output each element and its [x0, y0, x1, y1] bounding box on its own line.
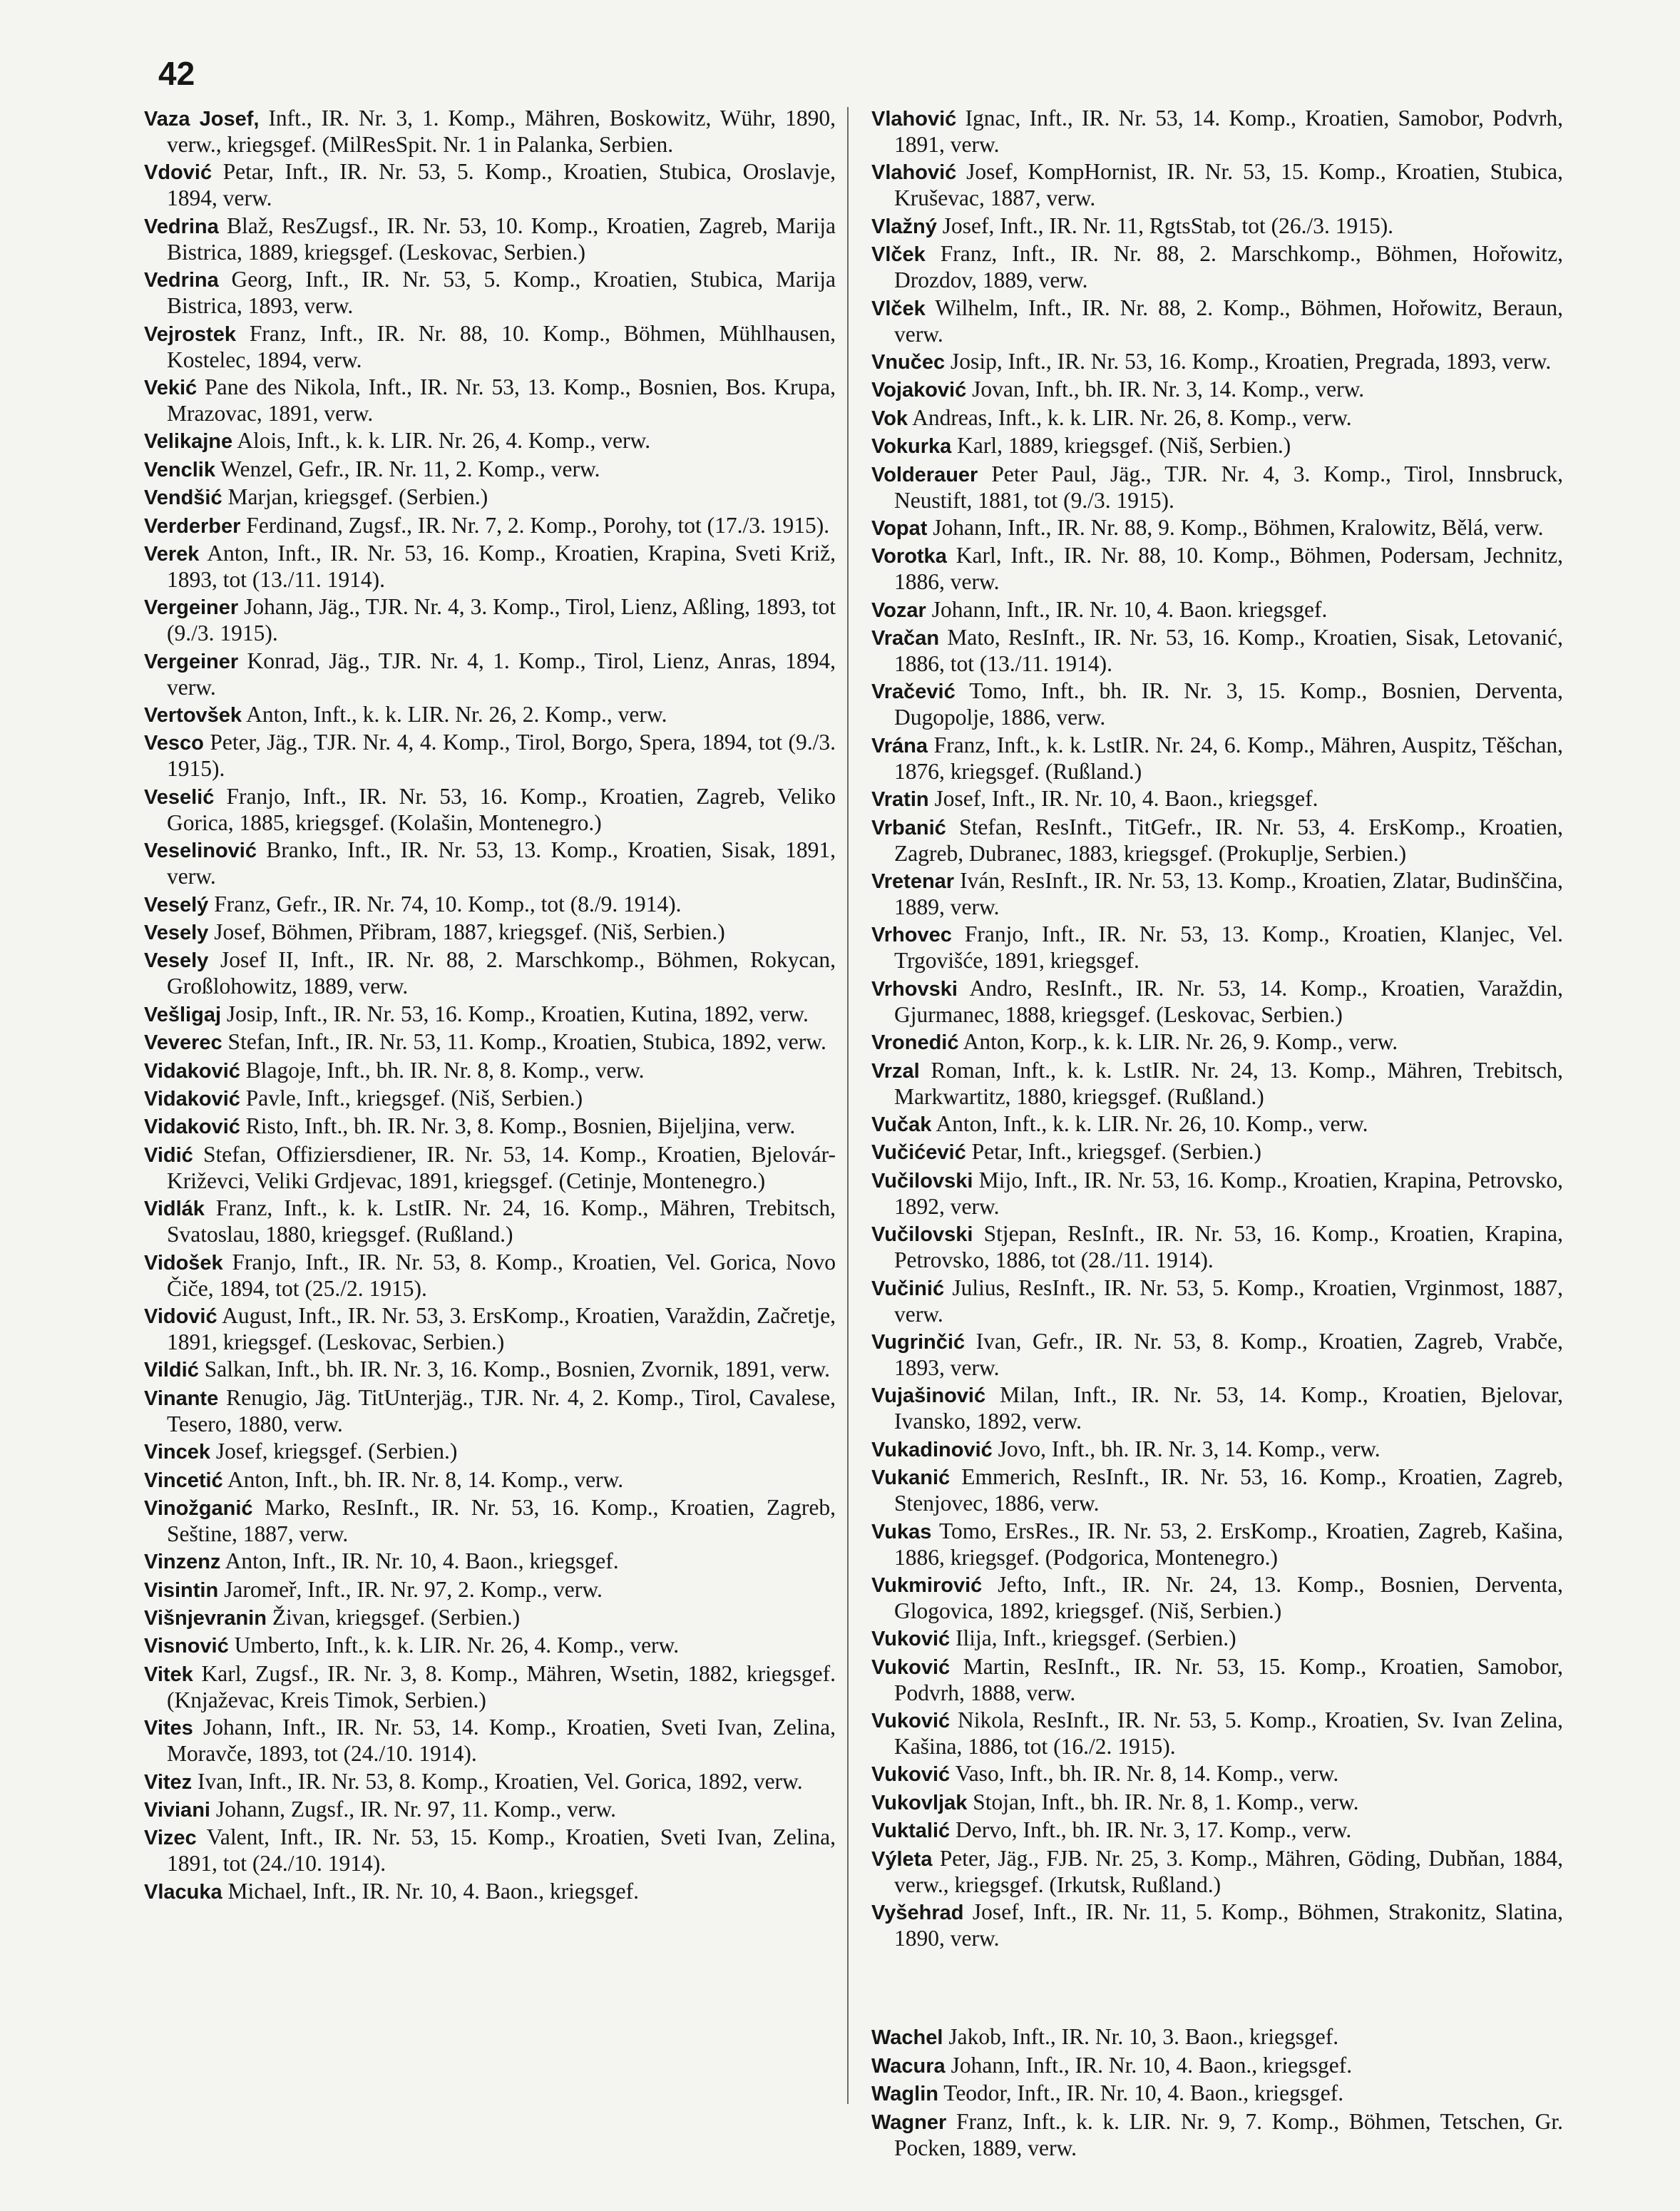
- entry-surname: Vinožganić: [144, 1496, 253, 1520]
- entry-surname: Vesely: [144, 949, 209, 973]
- list-entry: [871, 732, 1563, 785]
- entry-surname: Vračević: [871, 680, 956, 704]
- list-entry: [144, 1439, 836, 1465]
- entry-details: Ferdinand, Zugsf., IR. Nr. 7, 2. Komp., Porohy, tot (17./3. 1915).: [240, 512, 830, 538]
- entry-surname: Volderauer: [871, 463, 978, 486]
- list-entry: [871, 1139, 1563, 1165]
- list-entry: [144, 1467, 836, 1493]
- entry-details: Salkan, Inft., bh. IR. Nr. 3, 16. Komp., Bosnien, Zvornik, 1891, verw.: [198, 1357, 830, 1382]
- list-entry: [144, 1058, 836, 1084]
- entry-details: Mato, ResInft., IR. Nr. 53, 16. Komp., Kroatien, Sisak, Letovanić, 1886, tot (13./11. 1914).: [894, 625, 1563, 677]
- entry-surname: Výleta: [871, 1847, 933, 1871]
- entry-details: Franz, Inft., k. k. LstIR. Nr. 24, 16. Komp., Mähren, Trebitsch, Svatoslau, 1880, kriegsgef. (Rußland.): [167, 1195, 836, 1247]
- entry-surname: Vukmirović: [871, 1573, 983, 1597]
- list-entry: [144, 1879, 836, 1905]
- entry-surname: Vlček: [871, 297, 926, 320]
- list-entry: [144, 1195, 836, 1247]
- list-entry: [144, 1385, 836, 1437]
- entry-details: Franz, Inft., IR. Nr. 88, 2. Marschkomp., Böhmen, Hořowitz, Drozdov, 1889, verw.: [894, 241, 1563, 293]
- page-number: 42: [158, 55, 195, 92]
- entry-details: Ivan, Gefr., IR. Nr. 53, 8. Komp., Kroatien, Zagreb, Vrabče, 1893, verw.: [894, 1328, 1563, 1380]
- list-entry: [871, 241, 1563, 293]
- list-entry: [871, 543, 1563, 595]
- entry-details: Johann, Inft., IR. Nr. 10, 4. Baon. kriegsgef.: [926, 596, 1328, 622]
- entry-details: Valent, Inft., IR. Nr. 53, 15. Komp., Kroatien, Sveti Ivan, Zelina, 1891, tot (24./10. 1914).: [167, 1824, 836, 1876]
- entry-surname: Vites: [144, 1717, 193, 1740]
- entry-surname: Vuković: [871, 1628, 951, 1651]
- entry-surname: Vukadinović: [871, 1438, 993, 1461]
- entry-details: Josef, Inft., IR. Nr. 11, RgtsStab, tot (26./3. 1915).: [936, 213, 1394, 238]
- list-entry: [871, 1846, 1563, 1898]
- list-entry: [144, 837, 836, 889]
- entry-surname: Vinzenz: [144, 1551, 221, 1574]
- list-entry: [871, 1329, 1563, 1381]
- entry-details: Milan, Inft., IR. Nr. 53, 14. Komp., Kroatien, Bjelovar, Ivansko, 1892, verw.: [894, 1382, 1563, 1434]
- entry-surname: Vrhovski: [871, 977, 958, 1001]
- list-entry: [144, 106, 836, 158]
- entry-surname: Vidaković: [144, 1059, 240, 1083]
- entry-surname: Vidović: [144, 1304, 217, 1328]
- entry-surname: Vrzal: [871, 1059, 920, 1083]
- list-entry: [144, 1548, 836, 1575]
- list-entry: [144, 1633, 836, 1659]
- entry-surname: Vnučec: [871, 350, 946, 374]
- list-entry: [871, 1817, 1563, 1844]
- entry-details: Nikola, ResInft., IR. Nr. 53, 5. Komp., Kroatien, Sv. Ivan Zelina, Kašina, 1886, tot (16./2. 1915).: [894, 1707, 1563, 1760]
- list-entry: [871, 921, 1563, 974]
- entry-details: Wilhelm, Inft., IR. Nr. 88, 2. Komp., Böhmen, Hořowitz, Beraun, verw.: [894, 295, 1563, 347]
- entry-details: Franz, Inft., k. k. LIR. Nr. 9, 7. Komp., Böhmen, Tetschen, Gr. Pocken, 1889, verw.: [894, 2108, 1563, 2160]
- entry-surname: Vrbanić: [871, 816, 946, 839]
- list-entry: [871, 2109, 1563, 2161]
- list-entry: [144, 1605, 836, 1631]
- entry-surname: Vedrina: [144, 215, 219, 238]
- entry-details: Peter, Jäg., TJR. Nr. 4, 4. Komp., Tirol, Borgo, Spera, 1894, tot (9./3. 1915).: [167, 730, 836, 782]
- list-entry: [871, 1789, 1563, 1816]
- list-entry: [871, 868, 1563, 920]
- list-entry: [871, 1111, 1563, 1138]
- list-entry: [144, 159, 836, 211]
- entry-surname: Vlažný: [871, 215, 937, 238]
- list-entry: [871, 1761, 1563, 1787]
- entry-surname: Vidić: [144, 1143, 193, 1167]
- entry-details: Stefan, Inft., IR. Nr. 53, 11. Komp., Kroatien, Stubica, 1892, verw.: [222, 1029, 826, 1055]
- entry-details: Blagoje, Inft., bh. IR. Nr. 8, 8. Komp., verw.: [240, 1057, 645, 1083]
- entry-details: Andro, ResInft., IR. Nr. 53, 14. Komp., Kroatien, Varaždin, Gjurmanec, 1888, kriegsgef. (Leskovac, Serbien.): [894, 975, 1563, 1027]
- list-entry: [144, 1797, 836, 1823]
- entry-surname: Vitek: [144, 1663, 193, 1686]
- entry-surname: Vdović: [144, 161, 212, 185]
- entry-surname: Vojaković: [871, 379, 967, 402]
- entry-details: Johann, Inft., IR. Nr. 53, 14. Komp., Kroatien, Sveti Ivan, Zelina, Moravče, 1893, tot (24./10. 1914).: [167, 1715, 836, 1767]
- entry-surname: Viviani: [144, 1799, 210, 1822]
- entry-details: Branko, Inft., IR. Nr. 53, 13. Komp., Kroatien, Sisak, 1891, verw.: [167, 837, 836, 889]
- entry-surname: Vlahović: [871, 108, 957, 131]
- right-column: [871, 106, 1563, 2163]
- list-entry: [871, 1275, 1563, 1327]
- entry-details: Franjo, Inft., IR. Nr. 53, 8. Komp., Kroatien, Vel. Gorica, Novo Čiče, 1894, tot (25./2. 1915).: [167, 1249, 836, 1301]
- entry-details: Marjan, kriegsgef. (Serbien.): [222, 484, 488, 510]
- list-entry: [144, 784, 836, 836]
- list-entry: [871, 405, 1563, 432]
- entry-surname: Vergeiner: [144, 650, 239, 673]
- list-entry: [871, 295, 1563, 347]
- entry-details: Marko, ResInft., IR. Nr. 53, 16. Komp., Kroatien, Zagreb, Seštine, 1887, verw.: [167, 1494, 836, 1546]
- entry-details: Teodor, Inft., IR. Nr. 10, 4. Baon., kriegsgef.: [938, 2080, 1344, 2106]
- list-entry: [871, 1221, 1563, 1273]
- entry-surname: Vučilovski: [871, 1223, 973, 1247]
- entry-details: Josef, Böhmen, Přibram, 1887, kriegsgef. (Niš, Serbien.): [208, 919, 725, 945]
- list-entry: [871, 461, 1563, 514]
- list-entry: [144, 484, 836, 511]
- entry-surname: Vujašinović: [871, 1384, 986, 1408]
- entry-details: Anton, Inft., IR. Nr. 53, 16. Komp., Kroatien, Krapina, Sveti Križ, 1893, tot (13./11. 1914).: [167, 540, 836, 592]
- list-entry: [871, 159, 1563, 211]
- entry-surname: Veselinović: [144, 839, 257, 863]
- entry-details: Anton, Inft., IR. Nr. 10, 4. Baon., kriegsgef.: [220, 1548, 619, 1574]
- entry-surname: Vildić: [144, 1359, 199, 1382]
- list-entry: [144, 1769, 836, 1795]
- entry-details: August, Inft., IR. Nr. 53, 3. ErsKomp., Kroatien, Varaždin, Začretje, 1891, kriegsgef. (Leskovac, Serbien.): [167, 1302, 836, 1354]
- list-entry: [144, 648, 836, 700]
- entry-details: Konrad, Jäg., TJR. Nr. 4, 1. Komp., Tirol, Lienz, Anras, 1894, verw.: [167, 648, 836, 700]
- list-entry: [144, 428, 836, 454]
- entry-details: Peter Paul, Jäg., TJR. Nr. 4, 3. Komp., Tirol, Innsbruck, Neustift, 1881, tot (9./3. 1915).: [894, 461, 1563, 513]
- list-entry: [144, 1303, 836, 1355]
- entry-details: Blaž, ResZugsf., IR. Nr. 53, 10. Komp., Kroatien, Zagreb, Marija Bistrica, 1889, kriegsgef. (Leskovac, Serbien.): [167, 213, 836, 265]
- entry-surname: Vesco: [144, 732, 204, 755]
- entry-surname: Vidaković: [144, 1087, 240, 1110]
- list-entry: [871, 1382, 1563, 1434]
- list-entry: [144, 892, 836, 918]
- entry-details: Andreas, Inft., k. k. LIR. Nr. 26, 8. Komp., verw.: [908, 404, 1352, 430]
- entry-surname: Vaza Josef,: [144, 108, 260, 131]
- list-entry: [144, 541, 836, 593]
- list-entry: [144, 1577, 836, 1603]
- section-gap: [871, 1953, 1563, 2024]
- list-entry: [871, 433, 1563, 459]
- entry-details: Tomo, ErsRes., IR. Nr. 53, 2. ErsKomp., Kroatien, Zagreb, Kašina, 1886, kriegsgef. (Podgorica, Montenegro.): [894, 1518, 1563, 1570]
- entry-details: Josef II, Inft., IR. Nr. 88, 2. Marschkomp., Böhmen, Rokycan, Großlohowitz, 1889, verw.: [167, 947, 836, 999]
- entry-details: Julius, ResInft., IR. Nr. 53, 5. Komp., Kroatien, Vrginmost, 1887, verw.: [894, 1275, 1563, 1327]
- entry-surname: Verek: [144, 542, 200, 566]
- list-entry: [144, 1661, 836, 1713]
- entry-details: Stjepan, ResInft., IR. Nr. 53, 16. Komp., Kroatien, Krapina, Petrovsko, 1886, tot (28./11. 1914).: [894, 1221, 1563, 1273]
- entry-surname: Vlacuka: [144, 1880, 222, 1904]
- list-entry: [871, 625, 1563, 677]
- entry-surname: Vidaković: [144, 1115, 240, 1139]
- list-entry: [144, 594, 836, 646]
- entry-details: Pavle, Inft., kriegsgef. (Niš, Serbien.): [240, 1085, 583, 1110]
- entry-details: Dervo, Inft., bh. IR. Nr. 3, 17. Komp., verw.: [950, 1817, 1352, 1843]
- list-entry: [144, 321, 836, 373]
- entry-surname: Veselý: [144, 893, 209, 916]
- entry-details: Johann, Inft., IR. Nr. 10, 4. Baon., kriegsgef.: [945, 2052, 1353, 2078]
- entry-details: Karl, Inft., IR. Nr. 88, 10. Komp., Böhmen, Podersam, Jechnitz, 1886, verw.: [894, 543, 1563, 595]
- entry-details: Anton, Inft., k. k. LIR. Nr. 26, 2. Komp., verw.: [242, 702, 667, 727]
- entry-details: Renugio, Jäg. TitUnterjäg., TJR. Nr. 4, 2. Komp., Tirol, Cavalese, Tesero, 1880, verw.: [167, 1384, 836, 1436]
- entry-details: Risto, Inft., bh. IR. Nr. 3, 8. Komp., Bosnien, Bijeljina, verw.: [240, 1113, 796, 1139]
- entry-details: Martin, ResInft., IR. Nr. 53, 15. Komp., Kroatien, Samobor, Podvrh, 1888, verw.: [894, 1653, 1563, 1705]
- entry-surname: Vrána: [871, 734, 928, 757]
- entry-details: Mijo, Inft., IR. Nr. 53, 16. Komp., Kroatien, Krapina, Petrovsko, 1892, verw.: [894, 1167, 1563, 1219]
- list-entry: [144, 702, 836, 728]
- list-entry: [144, 1029, 836, 1056]
- entry-details: Karl, 1889, kriegsgef. (Niš, Serbien.): [951, 433, 1291, 459]
- list-entry: [144, 267, 836, 319]
- list-entry: [144, 456, 836, 483]
- entry-surname: Vekić: [144, 376, 198, 399]
- entry-surname: Vesely: [144, 921, 209, 945]
- entry-details: Inft., IR. Nr. 3, 1. Komp., Mähren, Boskowitz, Wühr, 1890, verw., kriegsgef. (MilResSpit. Nr. 1 in Palanka, Serbien.: [167, 106, 836, 157]
- entry-surname: Visnović: [144, 1635, 229, 1658]
- entry-surname: Vincek: [144, 1441, 210, 1464]
- entry-details: Vaso, Inft., bh. IR. Nr. 8, 14. Komp., verw.: [950, 1761, 1339, 1787]
- entry-details: Anton, Inft., bh. IR. Nr. 8, 14. Komp., verw.: [222, 1466, 624, 1492]
- list-entry: [871, 1625, 1563, 1652]
- entry-surname: Vuković: [871, 1763, 951, 1787]
- entry-details: Stefan, Offiziersdiener, IR. Nr. 53, 14. Komp., Kroatien, Bjelovár-Križevci, Veliki Grdjevac, 1891, kriegsgef. (Cetinje, Montenegro.): [167, 1141, 836, 1193]
- entry-details: Umberto, Inft., k. k. LIR. Nr. 26, 4. Komp., verw.: [228, 1633, 680, 1658]
- list-entry: [144, 919, 836, 946]
- entry-surname: Vopat: [871, 516, 928, 540]
- entry-surname: Vretenar: [871, 870, 955, 894]
- entry-surname: Vračan: [871, 627, 940, 650]
- entry-details: Wenzel, Gefr., IR. Nr. 11, 2. Komp., verw.: [215, 456, 600, 481]
- entry-surname: Vukovljak: [871, 1791, 968, 1814]
- entry-surname: Vuković: [871, 1710, 951, 1733]
- entry-surname: Vučilovski: [871, 1169, 973, 1193]
- entry-surname: Vučinić: [871, 1277, 945, 1300]
- list-entry: [144, 947, 836, 999]
- entry-details: Josef, Inft., IR. Nr. 11, 5. Komp., Böhmen, Strakonitz, Slatina, 1890, verw.: [894, 1899, 1563, 1951]
- entry-surname: Wagner: [871, 2110, 947, 2134]
- entry-details: Emmerich, ResInft., IR. Nr. 53, 16. Komp., Kroatien, Zagreb, Stenjovec, 1886, verw.: [894, 1464, 1563, 1516]
- entry-details: Michael, Inft., IR. Nr. 10, 4. Baon., kriegsgef.: [222, 1878, 640, 1904]
- left-column: [144, 106, 836, 1906]
- entry-surname: Vedrina: [144, 269, 219, 292]
- list-entry: [871, 786, 1563, 812]
- entry-surname: Vok: [871, 407, 908, 430]
- entry-details: Petar, Inft., IR. Nr. 53, 5. Komp., Kroatien, Stubica, Oroslavje, 1894, verw.: [167, 159, 836, 211]
- entry-surname: Vuković: [871, 1655, 951, 1679]
- list-entry: [144, 1113, 836, 1140]
- entry-surname: Vidlák: [144, 1198, 205, 1221]
- entry-details: Petar, Inft., kriegsgef. (Serbien.): [966, 1139, 1261, 1165]
- entry-surname: Veselić: [144, 785, 215, 809]
- entry-surname: Vincetić: [144, 1469, 223, 1492]
- list-entry: [144, 1086, 836, 1112]
- entry-details: Jovan, Inft., bh. IR. Nr. 3, 14. Komp., verw.: [966, 377, 1365, 402]
- entry-details: Ivan, Inft., IR. Nr. 53, 8. Komp., Kroatien, Vel. Gorica, 1892, verw.: [192, 1768, 803, 1794]
- entry-surname: Venclik: [144, 458, 215, 481]
- list-entry: [871, 678, 1563, 730]
- entry-details: Josip, Inft., IR. Nr. 53, 16. Komp., Kroatien, Kutina, 1892, verw.: [221, 1001, 809, 1026]
- entry-details: Anton, Korp., k. k. LIR. Nr. 26, 9. Komp., verw.: [958, 1029, 1398, 1055]
- list-entry: [871, 377, 1563, 403]
- column-divider: [847, 107, 849, 2104]
- list-entry: [144, 374, 836, 427]
- list-entry: [144, 1824, 836, 1876]
- entry-details: Alois, Inft., k. k. LIR. Nr. 26, 4. Komp., verw.: [232, 428, 651, 454]
- list-entry: [871, 1899, 1563, 1951]
- list-entry: [871, 1464, 1563, 1516]
- entry-surname: Vorotka: [871, 545, 947, 568]
- entry-details: Stefan, ResInft., TitGefr., IR. Nr. 53, 4. ErsKomp., Kroatien, Zagreb, Dubranec, 1883, kriegsgef. (Prokuplje, Serbien.): [894, 814, 1563, 866]
- list-entry: [871, 2024, 1563, 2051]
- entry-details: Franjo, Inft., IR. Nr. 53, 16. Komp., Kroatien, Zagreb, Veliko Gorica, 1885, kriegsgef. (Kolašin, Montenegro.): [167, 783, 836, 835]
- entry-surname: Vozar: [871, 598, 926, 622]
- list-entry: [871, 1518, 1563, 1571]
- list-entry: [871, 815, 1563, 867]
- entry-details: Anton, Inft., k. k. LIR. Nr. 26, 10. Komp., verw.: [931, 1110, 1368, 1136]
- entry-surname: Waglin: [871, 2083, 938, 2106]
- list-entry: [871, 1707, 1563, 1760]
- entry-details: Johann, Inft., IR. Nr. 88, 9. Komp., Böhmen, Kralowitz, Bělá, verw.: [927, 514, 1544, 540]
- entry-details: Jakob, Inft., IR. Nr. 10, 3. Baon., kriegsgef.: [943, 2024, 1339, 2050]
- entry-details: Josef, kriegsgef. (Serbien.): [210, 1439, 458, 1464]
- entry-surname: Vizec: [144, 1827, 197, 1850]
- entry-surname: Wachel: [871, 2026, 943, 2050]
- entry-surname: Vyšehrad: [871, 1901, 964, 1925]
- entry-surname: Verderber: [144, 514, 241, 538]
- entry-details: Pane des Nikola, Inft., IR. Nr. 53, 13. Komp., Bosnien, Bos. Krupa, Mrazovac, 1891, verw.: [167, 374, 836, 426]
- entry-details: Ilija, Inft., kriegsgef. (Serbien.): [950, 1625, 1236, 1651]
- entry-surname: Vokurka: [871, 435, 952, 459]
- entry-surname: Vešligaj: [144, 1003, 222, 1026]
- entry-surname: Vidošek: [144, 1251, 223, 1275]
- entry-surname: Vergeiner: [144, 596, 239, 620]
- entry-surname: Vugrinčić: [871, 1330, 966, 1354]
- entry-surname: Višnjevranin: [144, 1607, 267, 1630]
- entry-details: Stojan, Inft., bh. IR. Nr. 8, 1. Komp., verw.: [967, 1789, 1359, 1814]
- list-entry: [144, 1142, 836, 1194]
- entry-surname: Vukanić: [871, 1466, 951, 1490]
- entry-details: Franz, Gefr., IR. Nr. 74, 10. Komp., tot (8./9. 1914).: [208, 891, 682, 916]
- entry-details: Iván, ResInft., IR. Nr. 53, 13. Komp., Kroatien, Zlatar, Budinščina, 1889, verw.: [894, 868, 1563, 920]
- entry-details: Živan, kriegsgef. (Serbien.): [266, 1605, 521, 1630]
- entry-surname: Velikajne: [144, 430, 233, 454]
- list-entry: [871, 1029, 1563, 1056]
- entry-details: Franz, Inft., k. k. LstIR. Nr. 24, 6. Komp., Mähren, Auspitz, Těšchan, 1876, kriegsgef. (Rußland.): [894, 732, 1563, 784]
- list-entry: [871, 106, 1563, 158]
- entry-surname: Vlček: [871, 243, 926, 267]
- entry-surname: Visintin: [144, 1578, 219, 1602]
- entry-surname: Vučak: [871, 1113, 932, 1136]
- entry-details: Georg, Inft., IR. Nr. 53, 5. Komp., Kroatien, Stubica, Marija Bistrica, 1893, verw.: [167, 267, 836, 319]
- entry-details: Jefto, Inft., IR. Nr. 24, 13. Komp., Bosnien, Derventa, Glogovica, 1892, kriegsgef. (Niš, Serbien.): [894, 1571, 1563, 1623]
- entry-details: Franjo, Inft., IR. Nr. 53, 13. Komp., Kroatien, Klanjec, Vel. Trgovišće, 1891, kriegsgef.: [894, 921, 1563, 974]
- list-entry: [871, 1654, 1563, 1706]
- entry-surname: Vitez: [144, 1770, 193, 1794]
- list-entry: [871, 1572, 1563, 1624]
- list-entry: [871, 349, 1563, 375]
- list-entry: [871, 1168, 1563, 1220]
- list-entry: [871, 976, 1563, 1028]
- list-entry: [144, 513, 836, 539]
- list-entry: [144, 1495, 836, 1547]
- entry-surname: Veverec: [144, 1031, 222, 1055]
- list-entry: [144, 1250, 836, 1302]
- entry-surname: Vlahović: [871, 161, 957, 185]
- entry-surname: Vinante: [144, 1387, 219, 1410]
- entry-surname: Vučićević: [871, 1141, 966, 1165]
- entry-surname: Vertovšek: [144, 704, 242, 727]
- entry-details: Karl, Zugsf., IR. Nr. 3, 8. Komp., Mähren, Wsetin, 1882, kriegsgef. (Knjaževac, Kreis Timok, Serbien.): [167, 1660, 836, 1712]
- entry-surname: Vrhovec: [871, 924, 952, 947]
- list-entry: [144, 1715, 836, 1767]
- entry-details: Peter, Jäg., FJB. Nr. 25, 3. Komp., Mähren, Göding, Dubňan, 1884, verw., kriegsgef. (Irkutsk, Rußland.): [894, 1845, 1563, 1897]
- list-entry: [871, 515, 1563, 541]
- list-entry: [871, 213, 1563, 240]
- list-entry: [871, 2053, 1563, 2079]
- list-entry: [144, 213, 836, 265]
- entry-surname: Vendšić: [144, 486, 222, 510]
- entry-details: Johann, Zugsf., IR. Nr. 97, 11. Komp., verw.: [210, 1797, 616, 1822]
- list-entry: [144, 1357, 836, 1383]
- entry-details: Josef, Inft., IR. Nr. 10, 4. Baon., kriegsgef.: [928, 786, 1318, 812]
- entry-surname: Vronedić: [871, 1031, 959, 1055]
- entry-surname: Vuktalić: [871, 1819, 951, 1843]
- entry-details: Roman, Inft., k. k. LstIR. Nr. 24, 13. Komp., Mähren, Trebitsch, Markwartitz, 1880, kriegsgef. (Rußland.): [894, 1057, 1563, 1109]
- entry-details: Jaromeř, Inft., IR. Nr. 97, 2. Komp., verw.: [218, 1576, 603, 1602]
- entry-details: Franz, Inft., IR. Nr. 88, 10. Komp., Böhmen, Mühlhausen, Kostelec, 1894, verw.: [167, 320, 836, 372]
- entry-surname: Wacura: [871, 2054, 946, 2078]
- entry-details: Josip, Inft., IR. Nr. 53, 16. Komp., Kroatien, Pregrada, 1893, verw.: [945, 348, 1552, 374]
- list-entry: [144, 1001, 836, 1028]
- list-entry: [871, 1058, 1563, 1110]
- entry-details: Jovo, Inft., bh. IR. Nr. 3, 14. Komp., verw.: [992, 1436, 1381, 1461]
- entry-surname: Vratin: [871, 788, 929, 812]
- list-entry: [871, 2080, 1563, 2107]
- entry-details: Ignac, Inft., IR. Nr. 53, 14. Komp., Kroatien, Samobor, Podvrh, 1891, verw.: [894, 106, 1563, 157]
- entry-surname: Vejrostek: [144, 322, 236, 346]
- list-entry: [144, 730, 836, 782]
- list-entry: [871, 597, 1563, 623]
- entry-surname: Vukas: [871, 1520, 932, 1543]
- entry-details: Josef, KompHornist, IR. Nr. 53, 15. Komp., Kroatien, Stubica, Kruševac, 1887, verw.: [894, 159, 1563, 211]
- list-entry: [871, 1436, 1563, 1463]
- entry-details: Johann, Jäg., TJR. Nr. 4, 3. Komp., Tirol, Lienz, Aßling, 1893, tot (9./3. 1915).: [167, 594, 836, 646]
- entry-details: Tomo, Inft., bh. IR. Nr. 3, 15. Komp., Bosnien, Derventa, Dugopolje, 1886, verw.: [894, 678, 1563, 730]
